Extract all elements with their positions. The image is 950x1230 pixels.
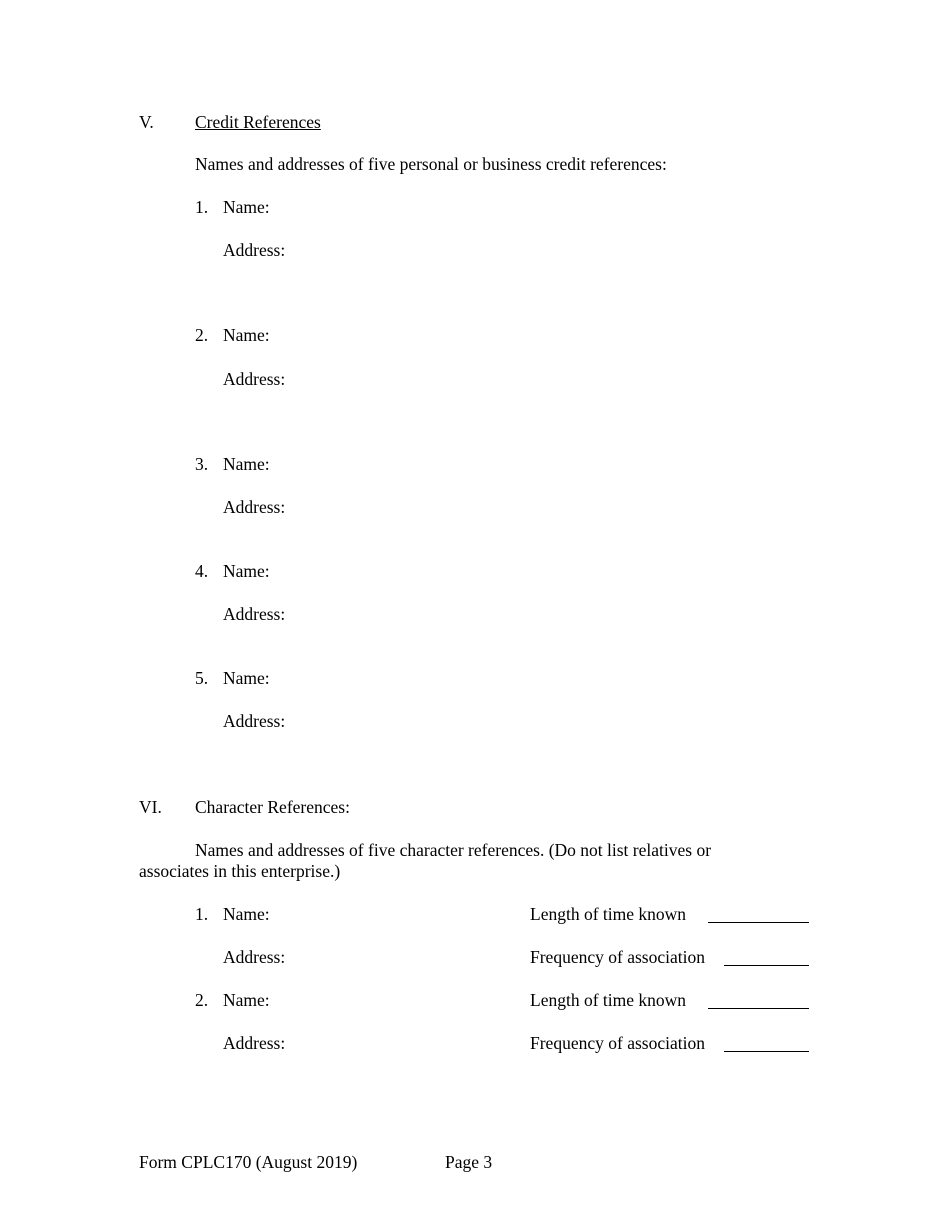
character-ref-2-number: 2. — [195, 990, 209, 1010]
character-ref-2-address-label: Address: — [223, 1033, 286, 1053]
character-ref-1-length-blank[interactable] — [708, 922, 809, 923]
character-ref-2-name-label: Name: — [223, 990, 270, 1010]
character-ref-1-length-label: Length of time known — [530, 904, 687, 924]
character-ref-1-name-label: Name: — [223, 904, 270, 924]
character-ref-1-number: 1. — [195, 904, 209, 924]
credit-ref-4-address-label: Address: — [223, 604, 286, 624]
credit-ref-2-number: 2. — [195, 325, 209, 345]
credit-ref-2-name-label: Name: — [223, 325, 270, 345]
character-ref-2-length-blank[interactable] — [708, 1008, 809, 1009]
section-vi-numeral: VI. — [139, 797, 162, 817]
credit-ref-5-address-label: Address: — [223, 711, 286, 731]
character-ref-1-address-label: Address: — [223, 947, 286, 967]
section-vi-intro-line-1: Names and addresses of five character references. (Do not list relatives or — [195, 840, 712, 860]
footer-form-id: Form CPLC170 (August 2019) — [139, 1152, 358, 1172]
character-ref-2-frequency-label: Frequency of association — [530, 1033, 705, 1053]
credit-ref-3-number: 3. — [195, 454, 209, 474]
character-ref-2-length-label: Length of time known — [530, 990, 687, 1010]
footer-page-number: Page 3 — [445, 1152, 493, 1172]
credit-ref-5-number: 5. — [195, 668, 209, 688]
credit-ref-1-address-label: Address: — [223, 240, 286, 260]
section-v-intro: Names and addresses of five personal or business credit references: — [195, 154, 667, 174]
credit-ref-3-address-label: Address: — [223, 497, 286, 517]
character-ref-1-frequency-blank[interactable] — [724, 965, 809, 966]
section-vi-heading: Character References: — [195, 797, 350, 817]
section-vi-intro-line-2: associates in this enterprise.) — [139, 861, 341, 881]
character-ref-1-frequency-label: Frequency of association — [530, 947, 705, 967]
character-ref-2-frequency-blank[interactable] — [724, 1051, 809, 1052]
credit-ref-3-name-label: Name: — [223, 454, 270, 474]
credit-ref-1-number: 1. — [195, 197, 209, 217]
credit-ref-1-name-label: Name: — [223, 197, 270, 217]
credit-ref-5-name-label: Name: — [223, 668, 270, 688]
section-v-heading: Credit References — [195, 112, 321, 132]
credit-ref-4-name-label: Name: — [223, 561, 270, 581]
section-v-numeral: V. — [139, 112, 154, 132]
credit-ref-2-address-label: Address: — [223, 369, 286, 389]
credit-ref-4-number: 4. — [195, 561, 209, 581]
